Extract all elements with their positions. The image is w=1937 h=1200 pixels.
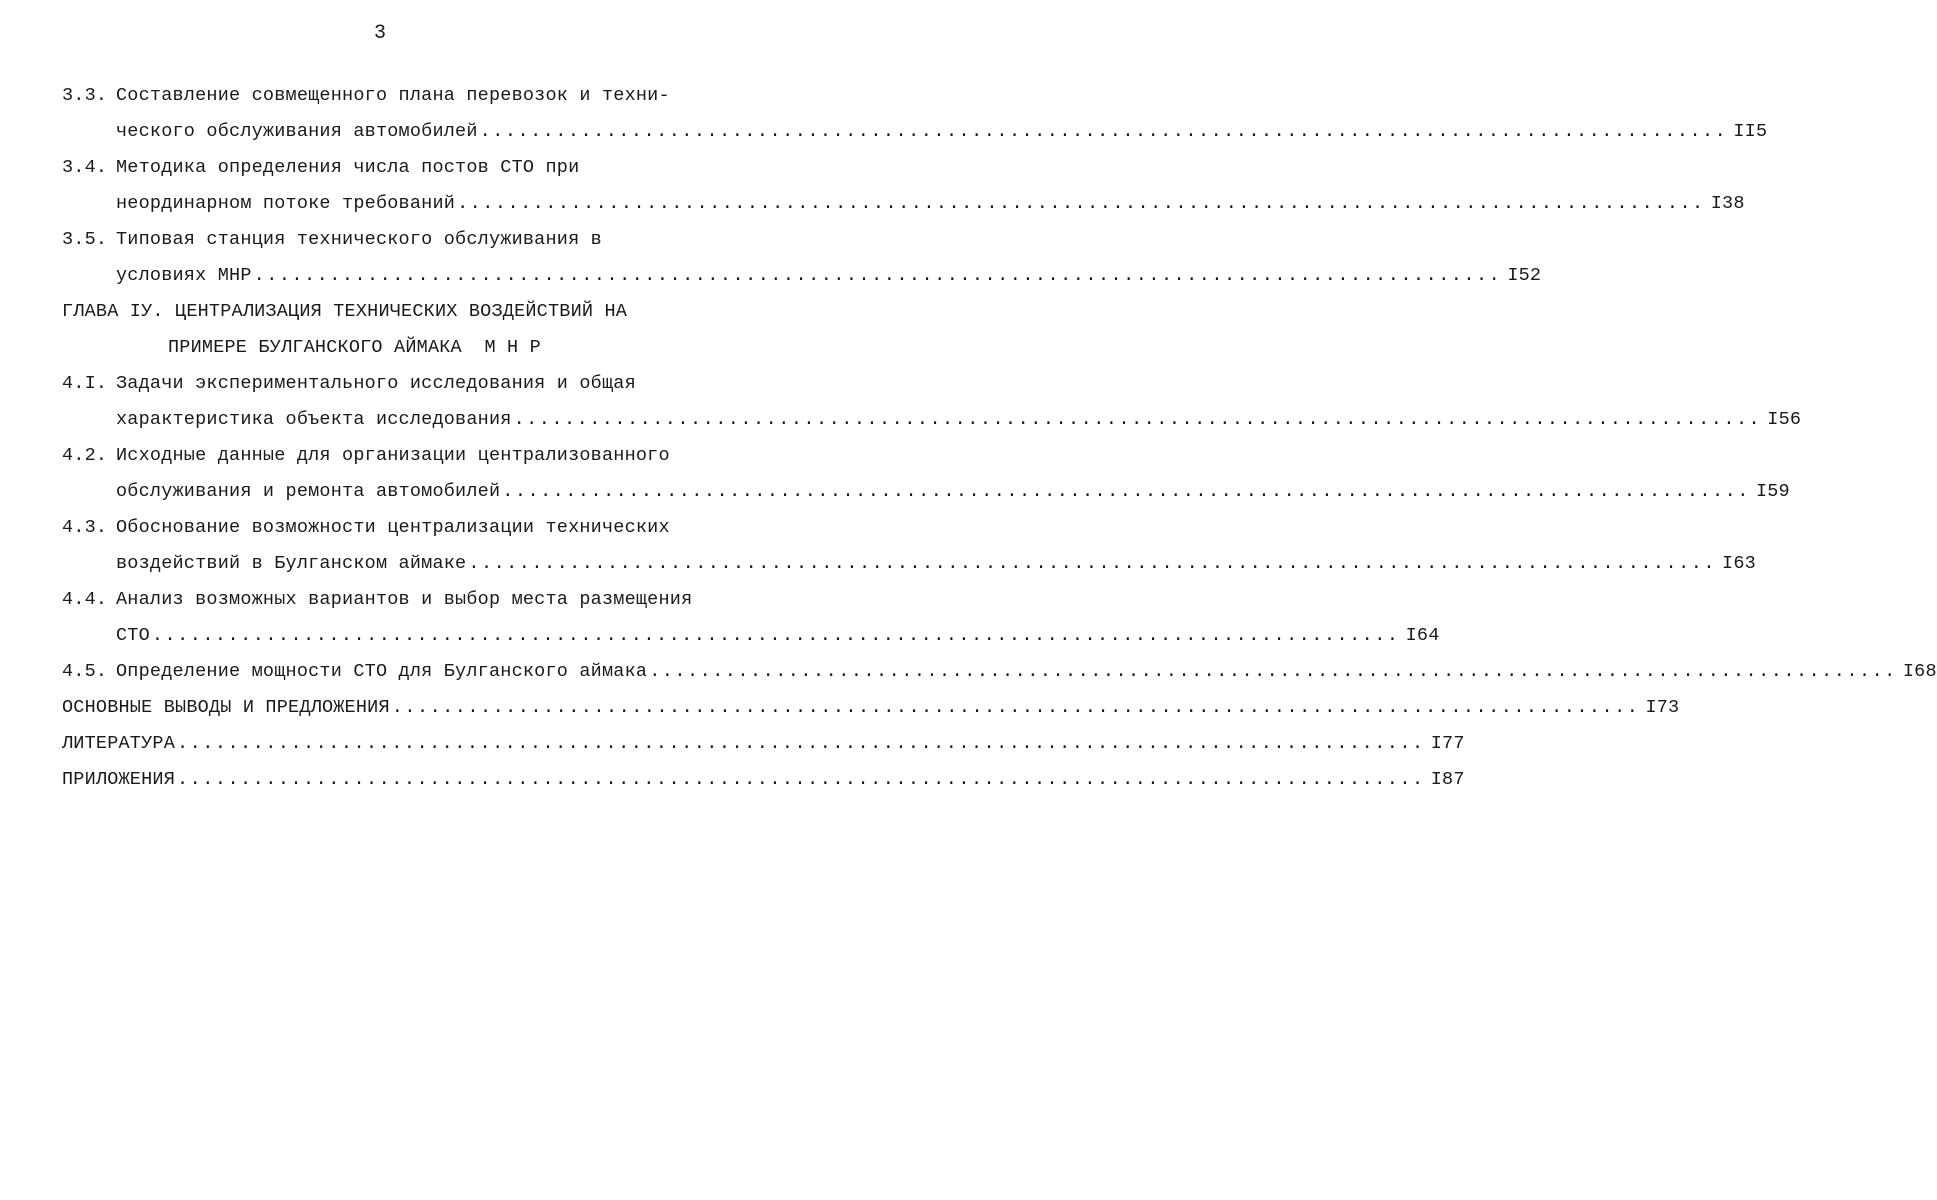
toc-entry-4-4-line2 xyxy=(62,618,1440,654)
dot-leader: ................................................................................................... xyxy=(649,661,1897,682)
table-of-contents xyxy=(62,78,1937,798)
section-title: ПРИЛОЖЕНИЯ xyxy=(62,769,176,790)
toc-appendices xyxy=(62,762,1465,798)
entry-title-cont: условиях МНР xyxy=(116,265,252,286)
entry-number: 3.3. xyxy=(62,85,108,106)
section-title: ОСНОВНЫЕ ВЫВОДЫ И ПРЕДЛОЖЕНИЯ xyxy=(62,697,390,718)
dot-leader: ................................................................................................... xyxy=(502,481,1750,502)
toc-entry-4-2-line1 xyxy=(62,438,742,474)
entry-page: I87 xyxy=(1430,769,1465,790)
toc-entry-4-3-line1 xyxy=(62,510,742,546)
entry-page: I77 xyxy=(1430,733,1465,754)
page-number: 3 xyxy=(373,22,386,45)
entry-title: Обоснование возможности централизации технических xyxy=(116,517,670,538)
entry-title-cont: характеристика объекта исследования xyxy=(116,409,512,430)
toc-entry-4-3-line2 xyxy=(62,546,1756,582)
entry-title-cont: неординарном потоке требований xyxy=(116,193,456,214)
toc-entry-3-3-line2 xyxy=(62,114,1768,150)
chapter-title-cont: ПРИМЕРЕ БУЛГАНСКОГО АЙМАКА М Н Р xyxy=(168,337,541,358)
entry-page: I64 xyxy=(1405,625,1440,646)
dot-leader: ................................................................................................... xyxy=(177,769,1425,790)
entry-page: I73 xyxy=(1645,697,1680,718)
dot-leader: ................................................................................................... xyxy=(391,697,1640,718)
entry-page: I52 xyxy=(1507,265,1542,286)
entry-number: 3.4. xyxy=(62,157,108,178)
toc-entry-4-1-line2 xyxy=(62,402,1802,438)
section-title: ЛИТЕРАТУРА xyxy=(62,733,176,754)
entry-page: I38 xyxy=(1710,193,1745,214)
entry-number: 4.4. xyxy=(62,589,108,610)
chapter-title: ГЛАВА IУ. ЦЕНТРАЛИЗАЦИЯ ТЕХНИЧЕСКИХ ВОЗДЕЙСТВИЙ НА xyxy=(62,301,628,322)
entry-title-cont: СТО xyxy=(116,625,150,646)
toc-entry-3-5-line1 xyxy=(62,222,742,258)
entry-title-cont: ческого обслуживания автомобилей xyxy=(116,121,478,142)
toc-entry-3-4-line2 xyxy=(62,186,1745,222)
chapter-heading-line2 xyxy=(62,330,742,366)
chapter-heading-line1 xyxy=(62,294,742,330)
toc-literature xyxy=(62,726,1465,762)
entry-title: Составление совмещенного плана перевозок и техни- xyxy=(116,85,670,106)
dot-leader: ................................................................................................... xyxy=(479,121,1728,142)
entry-page: I59 xyxy=(1755,481,1790,502)
toc-entry-3-5-line2 xyxy=(62,258,1542,294)
dot-leader: ................................................................................................... xyxy=(468,553,1716,574)
entry-page: I63 xyxy=(1722,553,1756,574)
entry-number: 4.I. xyxy=(62,373,108,394)
toc-conclusions xyxy=(62,690,1680,726)
entry-title-cont: воздействий в Булганском аймаке xyxy=(116,553,467,574)
entry-number: 4.5. xyxy=(62,661,108,682)
entry-title: Исходные данные для организации централизованного xyxy=(116,445,670,466)
entry-page: II5 xyxy=(1733,121,1768,142)
entry-title: Типовая станция технического обслуживания в xyxy=(116,229,602,250)
dot-leader: ................................................................................................... xyxy=(457,193,1705,214)
entry-title: Анализ возможных вариантов и выбор места размещения xyxy=(116,589,693,610)
entry-title-cont: обслуживания и ремонта автомобилей xyxy=(116,481,501,502)
entry-number: 4.2. xyxy=(62,445,108,466)
entry-page: I56 xyxy=(1767,409,1802,430)
entry-title: Определение мощности СТО для Булганского аймака xyxy=(116,661,648,682)
entry-title: Задачи экспериментального исследования и общая xyxy=(116,373,636,394)
toc-entry-4-2-line2 xyxy=(62,474,1790,510)
dot-leader: ................................................................................................... xyxy=(177,733,1425,754)
toc-entry-4-1-line1 xyxy=(62,366,742,402)
entry-title: Методика определения числа постов СТО при xyxy=(116,157,580,178)
entry-number: 3.5. xyxy=(62,229,108,250)
dot-leader: ................................................................................................... xyxy=(253,265,1502,286)
entry-page: I68 xyxy=(1902,661,1937,682)
entry-number: 4.3. xyxy=(62,517,108,538)
toc-entry-4-4-line1 xyxy=(62,582,742,618)
toc-entry-3-4-line1 xyxy=(62,150,742,186)
toc-entry-4-5 xyxy=(62,654,1937,690)
dot-leader: ................................................................................................... xyxy=(513,409,1762,430)
dot-leader: ................................................................................................... xyxy=(151,625,1400,646)
toc-entry-3-3-line1 xyxy=(62,78,742,114)
